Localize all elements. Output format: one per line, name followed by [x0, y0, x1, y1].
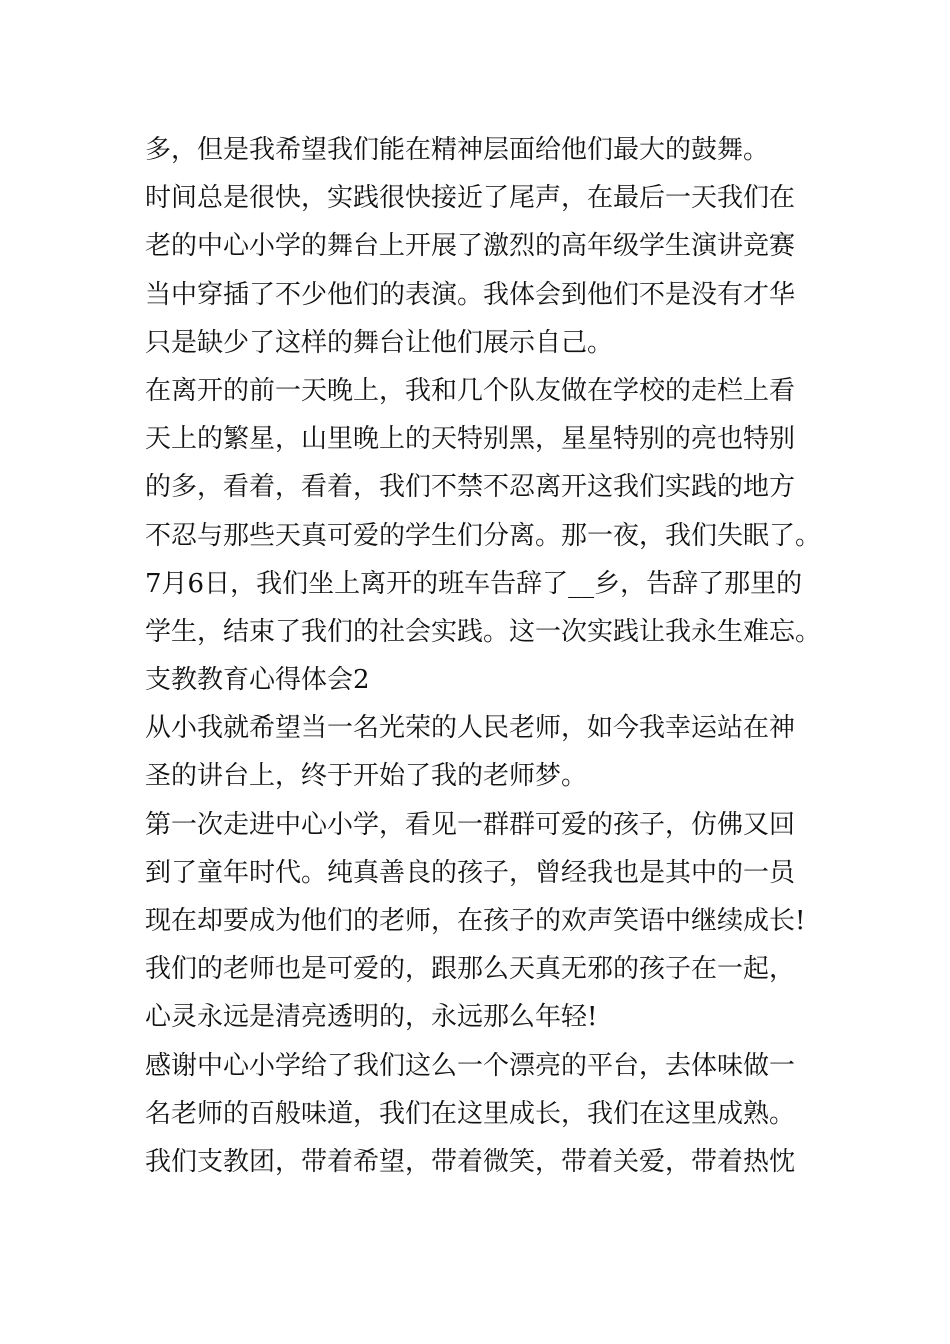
- text-line: 7月6日，我们坐上离开的班车告辞了__乡，告辞了那里的: [145, 568, 803, 599]
- text-line: 学生，结束了我们的社会实践。这一次实践让我永生难忘。: [145, 616, 822, 647]
- text-line: 不忍与那些天真可爱的学生们分离。那一夜，我们失眠了。: [145, 520, 822, 551]
- body-text: [145, 126, 825, 1186]
- text-line: 到了童年时代。纯真善良的孩子，曾经我也是其中的一员: [145, 857, 796, 888]
- section-heading: 支教教育心得体会2: [145, 665, 370, 696]
- text-line: 从小我就希望当一名光荣的人民老师，如今我幸运站在神: [145, 713, 796, 744]
- text-line: 当中穿插了不少他们的表演。我体会到他们不是没有才华: [145, 279, 796, 310]
- text-line: 多，但是我希望我们能在精神层面给他们最大的鼓舞。: [145, 135, 770, 165]
- text-line: 的多，看着，看着，我们不禁不忍离开这我们实践的地方: [145, 472, 796, 503]
- text-line: 第一次走进中心小学，看见一群群可爱的孩子，仿佛又回: [145, 809, 796, 840]
- text-line: 名老师的百般味道，我们在这里成长，我们在这里成熟。: [145, 1098, 796, 1129]
- text-line: 我们支教团，带着希望，带着微笑，带着关爱，带着热忱: [145, 1146, 796, 1177]
- text-line: 圣的讲台上，终于开始了我的老师梦。: [145, 761, 588, 792]
- text-line: 感谢中心小学给了我们这么一个漂亮的平台，去体味做一: [145, 1050, 796, 1081]
- text-line: 在离开的前一天晚上，我和几个队友做在学校的走栏上看: [145, 375, 796, 406]
- text-line: 天上的繁星，山里晚上的天特别黑，星星特别的亮也特别: [145, 424, 796, 455]
- text-line: 心灵永远是清亮透明的，永远那么年轻!: [145, 1002, 598, 1033]
- text-line: 老的中心小学的舞台上开展了激烈的高年级学生演讲竞赛: [145, 231, 796, 262]
- text-line: 现在却要成为他们的老师，在孩子的欢声笑语中继续成长!: [145, 906, 806, 936]
- text-line: 时间总是很快，实践很快接近了尾声，在最后一天我们在: [145, 183, 796, 214]
- text-line: 我们的老师也是可爱的，跟那么天真无邪的孩子在一起，: [145, 954, 796, 985]
- text-line: 只是缺少了这样的舞台让他们展示自己。: [145, 327, 614, 358]
